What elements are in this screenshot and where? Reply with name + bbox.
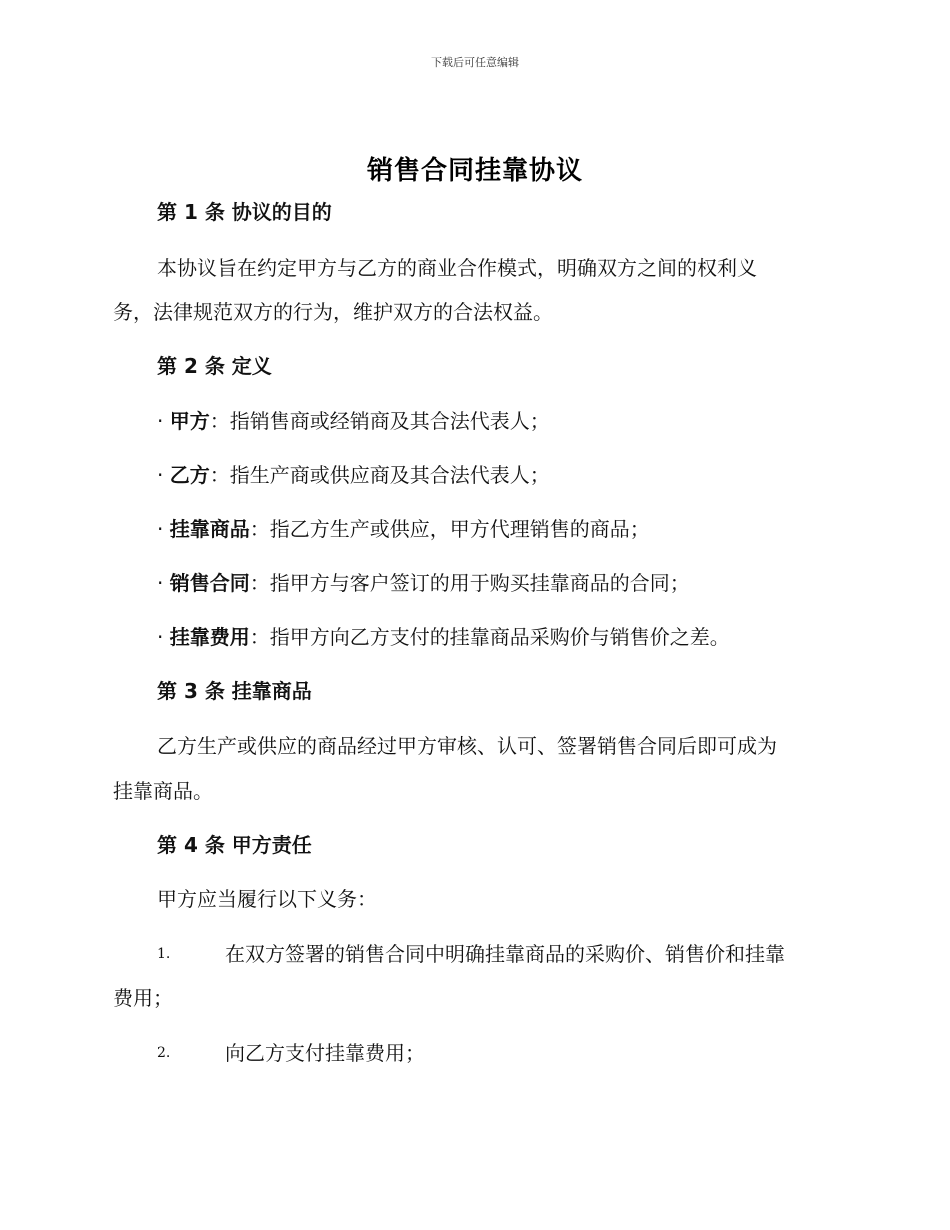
section-3-paragraph-line-1: 乙方生产或供应的商品经过甲方审核、认可、签署销售合同后即可成为 (157, 734, 777, 758)
bullet-marker: · (157, 517, 170, 541)
definition-term: 乙方 (169, 463, 210, 487)
section-4-intro: 甲方应当履行以下义务： (157, 887, 377, 911)
list-item-text-line-1: 在双方签署的销售合同中明确挂靠商品的采购价、销售价和挂靠 (225, 942, 785, 966)
definition-item (157, 623, 730, 651)
definition-term: 挂靠商品 (169, 517, 250, 541)
definition-item (157, 407, 550, 435)
definition-separator: ： (249, 625, 270, 649)
definition-item (157, 515, 650, 543)
definition-item (157, 569, 690, 597)
definition-separator: ： (209, 463, 230, 487)
section-2-heading: 第 2 条 定义 (157, 354, 272, 378)
header-note: 下载后可任意编辑 (431, 56, 519, 69)
section-3-heading: 第 3 条 挂靠商品 (157, 679, 312, 703)
section-1-paragraph-line-1: 本协议旨在约定甲方与乙方的商业合作模式，明确双方之间的权利义 (157, 256, 757, 280)
section-4-heading: 第 4 条 甲方责任 (157, 833, 312, 857)
list-item-text-line-2: 费用； (113, 986, 173, 1010)
definition-separator: ： (249, 517, 270, 541)
list-item-number: 1. (157, 946, 171, 962)
bullet-marker: · (157, 625, 170, 649)
bullet-marker: · (157, 571, 170, 595)
definition-text: 指乙方生产或供应，甲方代理销售的商品； (269, 517, 650, 541)
section-1-heading: 第 1 条 协议的目的 (157, 200, 332, 224)
section-3-paragraph-line-2: 挂靠商品。 (113, 779, 213, 803)
definition-text: 指甲方与客户签订的用于购买挂靠商品的合同； (269, 571, 690, 595)
definition-text: 指生产商或供应商及其合法代表人； (229, 463, 550, 487)
definition-text: 指甲方向乙方支付的挂靠商品采购价与销售价之差。 (269, 625, 730, 649)
definition-text: 指销售商或经销商及其合法代表人； (229, 409, 550, 433)
section-1-paragraph-line-2: 务，法律规范双方的行为，维护双方的合法权益。 (113, 300, 553, 324)
list-item-text-line-1: 向乙方支付挂靠费用； (225, 1041, 425, 1065)
definition-item (157, 461, 550, 489)
definition-term: 挂靠费用 (169, 625, 250, 649)
bullet-marker: · (157, 463, 170, 487)
definition-separator: ： (209, 409, 230, 433)
bullet-marker: · (157, 409, 170, 433)
definition-separator: ： (249, 571, 270, 595)
definition-term: 销售合同 (169, 571, 250, 595)
document-title: 销售合同挂靠协议 (366, 156, 583, 186)
list-item-number: 2. (157, 1045, 171, 1061)
definition-term: 甲方 (169, 409, 210, 433)
